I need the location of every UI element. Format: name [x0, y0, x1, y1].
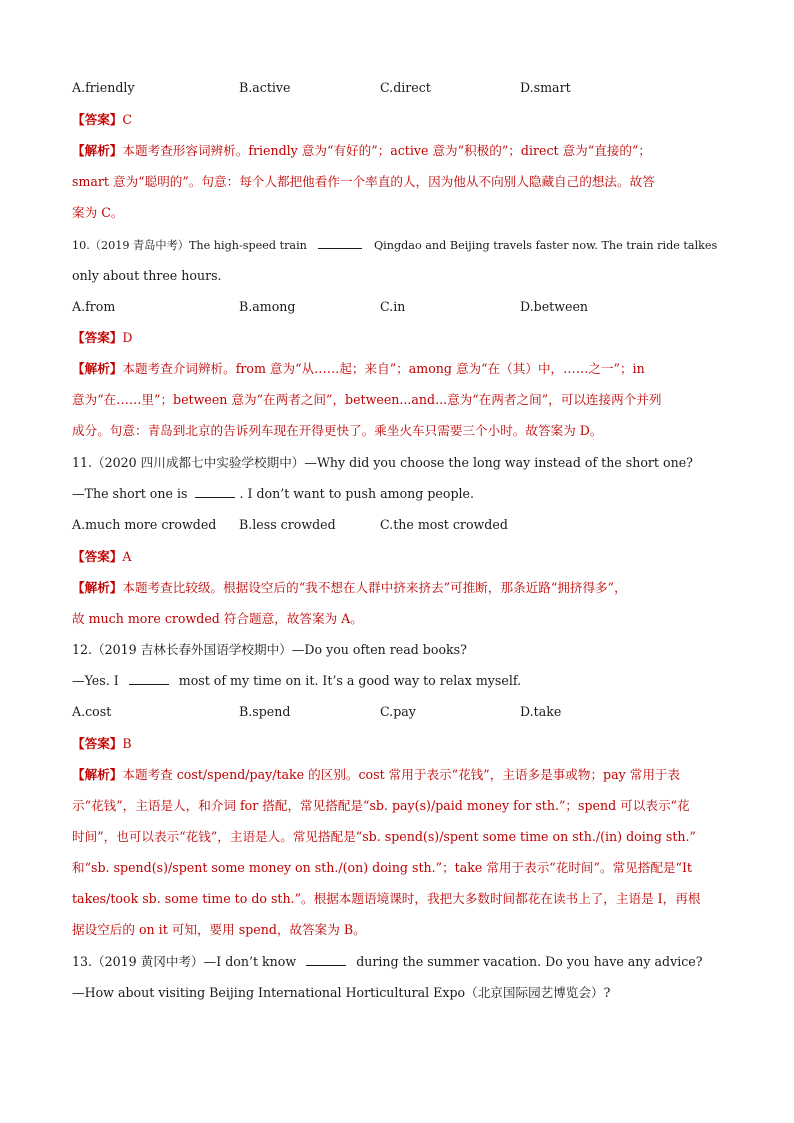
analysis-tag: 【解析】	[72, 580, 123, 595]
analysis-text: 本题考查介词辨析。from 意为“从……起；来自”；among 意为“在（其）中，……之一”；in	[122, 361, 645, 376]
option-a: A.much more crowded	[72, 517, 217, 532]
q9-analysis-line-3: 案为 C。	[72, 205, 124, 220]
option-b: B.less crowded	[239, 517, 336, 532]
q11-stem-line-2	[72, 484, 722, 504]
q9-options	[72, 78, 722, 98]
q11-stem-b: . I don’t want to push among people.	[239, 486, 474, 501]
q12-analysis-line-6: 据设空后的 on it 可知，要用 spend，故答案为 B。	[72, 922, 366, 937]
analysis-text: 本题考查形容词辨析。friendly 意为“有好的”；active 意为“积极的”；direct 意为“直接的”；	[122, 143, 652, 158]
q12-analysis-line-2: 示“花钱”，主语是人，和介词 for 搭配，常见搭配是“sb. pay(s)/paid money for sth.”；spend 可以表示“花	[72, 798, 690, 813]
q13-stem-a: 13.（2019 黄冈中考）—I don’t know	[72, 954, 297, 969]
q11-analysis-line-2: 故 much more crowded 符合题意，故答案为 A。	[72, 611, 363, 626]
q10-analysis-line-3: 成分。句意：青岛到北京的告诉列车现在开得更快了。乘坐火车只需要三个小时。故答案为 D。	[72, 423, 603, 438]
q13-stem-line-2: —How about visiting Beijing International Horticultural Expo（北京国际园艺博览会）?	[72, 985, 611, 1000]
q12-stem-line-1: 12.（2019 吉林长春外国语学校期中）—Do you often read books?	[72, 642, 467, 657]
option-c: C.the most crowded	[380, 517, 508, 532]
q12-analysis-line-1	[72, 765, 722, 785]
answer-blank	[306, 952, 346, 966]
q10-analysis-line-2: 意为“在……里”；between 意为“在两者之间”，between...and...意为“在两者之间”，可以连接两个并列	[72, 392, 662, 407]
answer-tag: 【答案】	[72, 112, 123, 127]
q9-analysis-line-2: smart 意为“聪明的”。句意：每个人都把他看作一个率直的人，因为他从不向别人隐藏自己的想法。故答	[72, 174, 655, 189]
q11-stem-a: —The short one is	[72, 486, 188, 501]
q12-options	[72, 702, 722, 722]
answer-tag: 【答案】	[72, 330, 123, 345]
option-a: A.friendly	[72, 80, 135, 95]
analysis-text: 本题考查比较级。根据设空后的“我不想在人群中挤来挤去”可推断，那条近路“拥挤得多”，	[122, 580, 627, 595]
analysis-text: 本题考查 cost/spend/pay/take 的区别。cost 常用于表示“花钱”，主语多是事或物；pay 常用于表	[122, 767, 681, 782]
q12-analysis-line-5: takes/took sb. some time to do sth.”。根据本题语境课时，我把大多数时间都花在读书上了，主语是 I，再根	[72, 891, 701, 906]
answer-value: B	[122, 736, 132, 751]
answer-value: D	[122, 330, 133, 345]
option-c: C.pay	[380, 704, 416, 719]
answer-value: C	[122, 112, 133, 127]
q13-stem-line-1	[72, 952, 722, 972]
q10-answer	[72, 328, 722, 348]
option-b: B.active	[239, 80, 291, 95]
option-c: C.in	[380, 299, 406, 314]
q10-stem-a: 10.（2019 青岛中考）The high-speed train	[72, 239, 307, 252]
option-b: B.among	[239, 299, 296, 314]
answer-blank	[129, 671, 169, 685]
q11-analysis-line-1	[72, 578, 722, 598]
q12-analysis-line-4: 和“sb. spend(s)/spent some money on sth./(on) doing sth.”；take 常用于表示“花时间”。常见搭配是“It	[72, 860, 692, 875]
analysis-tag: 【解析】	[72, 767, 123, 782]
q13-stem-b: during the summer vacation. Do you have any advice?	[356, 954, 703, 969]
option-d: D.take	[520, 704, 562, 719]
q12-answer	[72, 734, 722, 754]
answer-blank	[195, 484, 235, 498]
q9-answer	[72, 110, 722, 130]
answer-blank	[318, 235, 362, 249]
answer-value: A	[122, 549, 132, 564]
option-b: B.spend	[239, 704, 291, 719]
answer-tag: 【答案】	[72, 549, 123, 564]
q11-answer	[72, 547, 722, 567]
option-d: D.between	[520, 299, 589, 314]
q12-analysis-line-3: 时间”，也可以表示“花钱”，主语是人。常见搭配是“sb. spend(s)/spent some time on sth./(in) doing sth.”	[72, 829, 696, 844]
q12-stem-line-2	[72, 671, 722, 691]
answer-tag: 【答案】	[72, 736, 123, 751]
q10-analysis-line-1	[72, 359, 722, 379]
q10-stem-line-1	[72, 235, 722, 256]
option-d: D.smart	[520, 80, 571, 95]
option-c: C.direct	[380, 80, 431, 95]
q12-stem-b: most of my time on it. It’s a good way to relax myself.	[178, 673, 522, 688]
q10-options	[72, 297, 722, 317]
q9-analysis-line-1	[72, 141, 722, 161]
analysis-tag: 【解析】	[72, 143, 123, 158]
q10-stem-line-2: only about three hours.	[72, 268, 222, 283]
q11-stem-line-1: 11.（2020 四川成都七中实验学校期中）—Why did you choose the long way instead of the short one?	[72, 455, 693, 470]
q10-stem-b: Qingdao and Beijing travels faster now. The train ride talkes	[374, 239, 718, 252]
option-a: A.cost	[72, 704, 112, 719]
q11-options	[72, 515, 722, 535]
q12-stem-a: —Yes. I	[72, 673, 119, 688]
analysis-tag: 【解析】	[72, 361, 123, 376]
option-a: A.from	[72, 299, 116, 314]
